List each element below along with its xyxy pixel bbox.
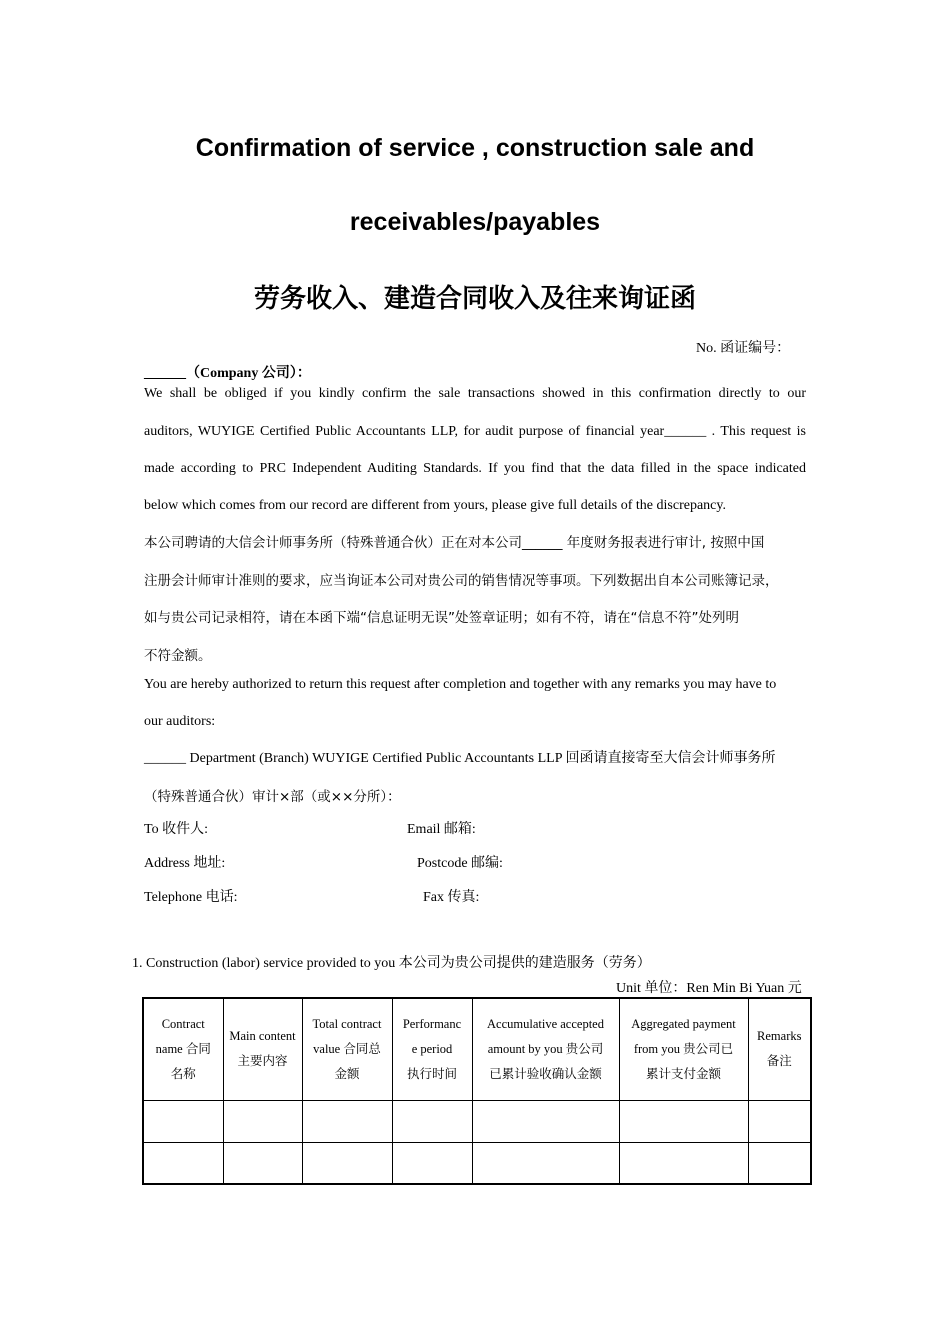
- table-row: [143, 1142, 811, 1184]
- table-cell[interactable]: [392, 1100, 472, 1142]
- contact-email: Email 邮箱:: [407, 822, 476, 837]
- table-cell[interactable]: [302, 1142, 392, 1184]
- contact-fax: Fax 传真:: [423, 890, 480, 905]
- contact-postcode: Postcode 邮编:: [417, 856, 503, 871]
- paragraph-cn-line-1: 本公司聘请的大信会计师事务所（特殊普通合伙）正在对本公司______ 年度财务报表进行审计, 按照中国: [144, 535, 765, 551]
- addressee-blank: ______: [144, 366, 186, 381]
- paragraph-en-line-4: below which comes from our record are different from yours, please give full details of the discrepancy.: [144, 498, 726, 513]
- paragraph-en-line-3: made according to PRC Independent Auditing Standards. If you find that the data filled in the space indicated: [144, 461, 806, 476]
- table-row: [143, 1100, 811, 1142]
- title-en-line2: receivables/payables: [349, 208, 601, 236]
- table-cell[interactable]: [619, 1142, 748, 1184]
- table-cell[interactable]: [748, 1142, 811, 1184]
- department-line-1: ______ Department (Branch) WUYIGE Certified Public Accountants LLP 回函请直接寄至大信会计师事务所: [144, 751, 776, 766]
- paragraph-en-line-1: We shall be obliged if you kindly confirm the sale transactions showed in this confirmation directly to our: [144, 386, 806, 401]
- contact-telephone: Telephone 电话:: [144, 890, 238, 905]
- table-cell[interactable]: [223, 1100, 302, 1142]
- authorize-line-2: our auditors:: [144, 714, 216, 729]
- addressee-line: [144, 362, 311, 382]
- col-performance-period: Performanc e period 执行时间: [392, 998, 472, 1100]
- table-cell[interactable]: [143, 1100, 223, 1142]
- addressee-label: （Company 公司）：: [186, 366, 311, 381]
- contact-to: To 收件人:: [144, 822, 208, 837]
- col-remarks: Remarks 备注: [748, 998, 811, 1100]
- authorize-line-1: You are hereby authorized to return this request after completion and together with any remarks you may have to: [144, 677, 777, 692]
- table-cell[interactable]: [302, 1100, 392, 1142]
- table-cell[interactable]: [748, 1100, 811, 1142]
- col-contract-name: Contract name 合同 名称: [143, 998, 223, 1100]
- paragraph-en-line-2: auditors, WUYIGE Certified Public Accountants LLP, for audit purpose of financial year______ . This request is: [144, 424, 806, 439]
- col-total-contract-value: Total contract value 合同总 金额: [302, 998, 392, 1100]
- table-cell[interactable]: [472, 1142, 619, 1184]
- service-table: [142, 997, 812, 1185]
- table-cell[interactable]: [472, 1100, 619, 1142]
- table-cell[interactable]: [223, 1142, 302, 1184]
- section1-heading: 1. Construction (labor) service provided to you 本公司为贵公司提供的建造服务（劳务）: [132, 956, 651, 971]
- col-aggregated-payment: Aggregated payment from you 贵公司已 累计支付金额: [619, 998, 748, 1100]
- section1-unit: Unit 单位：Ren Min Bi Yuan 元: [616, 981, 802, 996]
- table-header-row: [143, 998, 811, 1100]
- col-accumulative-accepted: Accumulative accepted amount by you 贵公司 已累计验收确认金额: [472, 998, 619, 1100]
- department-line-2: （特殊普通合伙）审计×部（或××分所）：: [144, 789, 401, 805]
- col-main-content: Main content 主要内容: [223, 998, 302, 1100]
- table-cell[interactable]: [392, 1142, 472, 1184]
- table-cell[interactable]: [619, 1100, 748, 1142]
- paragraph-cn-line-3: 如与贵公司记录相符，请在本函下端“信息证明无误”处签章证明；如有不符，请在“信息不符”处列明: [144, 610, 739, 626]
- paragraph-cn-line-2: 注册会计师审计准则的要求，应当询证本公司对贵公司的销售情况等事项。下列数据出自本公司账簿记录，: [144, 573, 779, 589]
- title-cn: 劳务收入、建造合同收入及往来询证函: [253, 284, 696, 314]
- confirmation-number-label: No. 函证编号：: [696, 341, 791, 356]
- contact-address: Address 地址:: [144, 856, 226, 871]
- title-en-line1: Confirmation of service , construction sale and: [195, 134, 755, 162]
- paragraph-cn-line-4: 不符金额。: [144, 648, 212, 664]
- table-cell[interactable]: [143, 1142, 223, 1184]
